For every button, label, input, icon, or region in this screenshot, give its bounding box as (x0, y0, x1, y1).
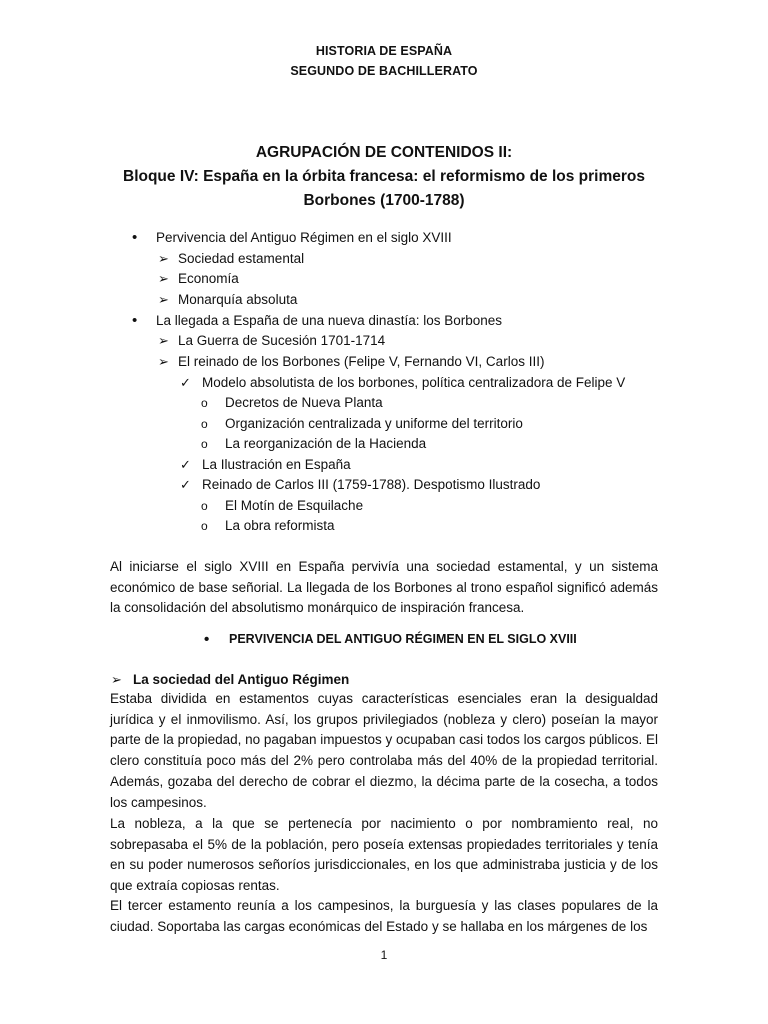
outline-item: ✓ Reinado de Carlos III (1759-1788). Despotismo Ilustrado (180, 477, 541, 492)
doc-title-line-2: Bloque IV: España en la órbita francesa: el reformismo de los primeros (123, 168, 645, 185)
doc-title-line-1: AGRUPACIÓN DE CONTENIDOS II: (255, 144, 513, 161)
outline-item: o La obra reformista (201, 518, 335, 533)
circle-bullet-icon: o (201, 396, 208, 410)
body-paragraph-2: La nobleza, a la que se pertenecía por nacimiento o por nombramiento real, no sobrepasaba el 5% de la población, pero poseía extensas propiedades territoriales y tenía en su poder numerosos señoríos jurisdiccionales, en los que administraba justicia y de los que extraía copiosas rentas. (110, 816, 658, 894)
outline-item: o Organización centralizada y uniforme del territorio (201, 416, 523, 431)
outline-item: ✓ Modelo absolutista de los borbones, política centralizadora de Felipe V (180, 375, 626, 390)
outline-item: ➢ Economía (158, 271, 239, 286)
intro-paragraph: Al iniciarse el siglo XVIII en España pervivía una sociedad estamental, y un sistema económico de base señorial. La llegada de los Borbones al trono español significó además la consolidación del absolutismo monárquico de inspiración francesa. (110, 559, 658, 616)
document-page: HISTORIA DE ESPAÑA SEGUNDO DE BACHILLERATO AGRUPACIÓN DE CONTENIDOS II: Bloque IV: España en la órbita francesa: el reformismo de los primeros Borbones (1700-1788) • Pervivencia del Antiguo Régimen en el siglo XVIII ➢ Sociedad estamental ➢ Economía ➢ Monarquía absoluta • La llegada a España de una nueva dinastía: los Borbones ➢ La Guerra de Sucesión 1701-1714 ➢ El reinado de los Borbones (Felipe V, Fernando VI, Carlos III) ✓ Modelo absolutista de los borbones, política centralizadora de Felipe V o Decretos de Nueva Planta o Organización centralizada y uniforme del territorio o La reorganización de la Hacienda ✓ La Ilustración en España ✓ Reinado de Carlos III (1759-1788). Despotismo Ilustrado o El Motín de Esquilache o La obra reformista Al iniciarse el siglo XVIII en España pervivía una sociedad estamental, y un sistema económico de base señorial. La llegada de los Borbones al trono español significó además la consolidación del absolutismo monárquico de inspiración francesa. • PERVIVENCIA DEL ANTIGUO RÉGIMEN EN EL SIGLO XVIII ➢ La sociedad del Antiguo Régimen Estaba dividida en estamentos cuyas características esenciales eran la desigualdad jurídica y el inmovilismo. Así, los grupos privilegiados (nobleza y clero) poseían la mayor parte de la propiedad, no pagaban impuestos y ocupaban casi todos los cargos públicos. El clero constituía poco más del 2% pero controlaba más del 40% de la propiedad territorial. Además, gozaba del derecho de cobrar el diezmo, la décima parte de la cosecha, a todos los campesinos. La nobleza, a la que se pertenecía por nacimiento o por nombramiento real, no sobrepasaba el 5% de la población, pero poseía extensas propiedades territoriales y tenía en su poder numerosos señoríos jurisdiccionales, en los que administraba justicia y de los que extraía copiosas rentas. El tercer estamento reunía a los campesinos, la burguesía y las clases populares de la ciudad. Soportaba las cargas económicas del Estado y se hallaba en los márgenes de los 1 (0, 0, 768, 1024)
outline-item: • Pervivencia del Antiguo Régimen en el siglo XVIII (132, 229, 452, 246)
arrow-bullet-icon: ➢ (158, 292, 169, 307)
course-level: SEGUNDO DE BACHILLERATO (290, 64, 478, 78)
circle-bullet-icon: o (201, 499, 208, 513)
outline-item: o Decretos de Nueva Planta (201, 395, 383, 410)
check-bullet-icon: ✓ (180, 457, 191, 472)
outline-item: o La reorganización de la Hacienda (201, 436, 427, 451)
bullet-icon: • (132, 229, 138, 246)
check-bullet-icon: ✓ (180, 477, 191, 492)
page-number: 1 (380, 948, 388, 962)
outline-item: ➢ Monarquía absoluta (158, 292, 298, 307)
outline-item: ➢ El reinado de los Borbones (Felipe V, Fernando VI, Carlos III) (158, 354, 545, 369)
course-title: HISTORIA DE ESPAÑA (315, 44, 453, 58)
outline-item: ✓ La Ilustración en España (180, 457, 351, 472)
check-bullet-icon: ✓ (180, 375, 191, 390)
circle-bullet-icon: o (201, 417, 208, 431)
arrow-bullet-icon: ➢ (158, 251, 169, 266)
circle-bullet-icon: o (201, 437, 208, 451)
body-paragraph-1: Estaba dividida en estamentos cuyas características esenciales eran la desigualdad jurídica y el inmovilismo. Así, los grupos privilegiados (nobleza y clero) poseían la mayor parte de la propiedad, no pagaban impuestos y ocupaban casi todos los cargos públicos. El clero constituía poco más del 2% pero controlaba más del 40% de la propiedad territorial. Además, gozaba del derecho de cobrar el diezmo, la décima parte de la cosecha, a todos los campesinos. (110, 691, 658, 810)
outline-item: • La llegada a España de una nueva dinastía: los Borbones (132, 312, 503, 329)
arrow-bullet-icon: ➢ (158, 333, 169, 348)
arrow-bullet-icon: ➢ (158, 354, 169, 369)
outline-item: ➢ La Guerra de Sucesión 1701-1714 (158, 333, 386, 348)
arrow-bullet-icon: ➢ (111, 672, 122, 687)
doc-title-line-3: Borbones (1700-1788) (303, 192, 465, 209)
bullet-icon: • (132, 312, 138, 329)
outline-item: ➢ Sociedad estamental (158, 251, 305, 266)
bullet-icon: • (204, 631, 210, 648)
circle-bullet-icon: o (201, 519, 208, 533)
outline-item: o El Motín de Esquilache (201, 498, 364, 513)
arrow-bullet-icon: ➢ (158, 271, 169, 286)
body-paragraph-3: El tercer estamento reunía a los campesinos, la burguesía y las clases populares de la ciudad. Soportaba las cargas económicas del Estado y se hallaba en los márgenes de los (110, 898, 658, 934)
